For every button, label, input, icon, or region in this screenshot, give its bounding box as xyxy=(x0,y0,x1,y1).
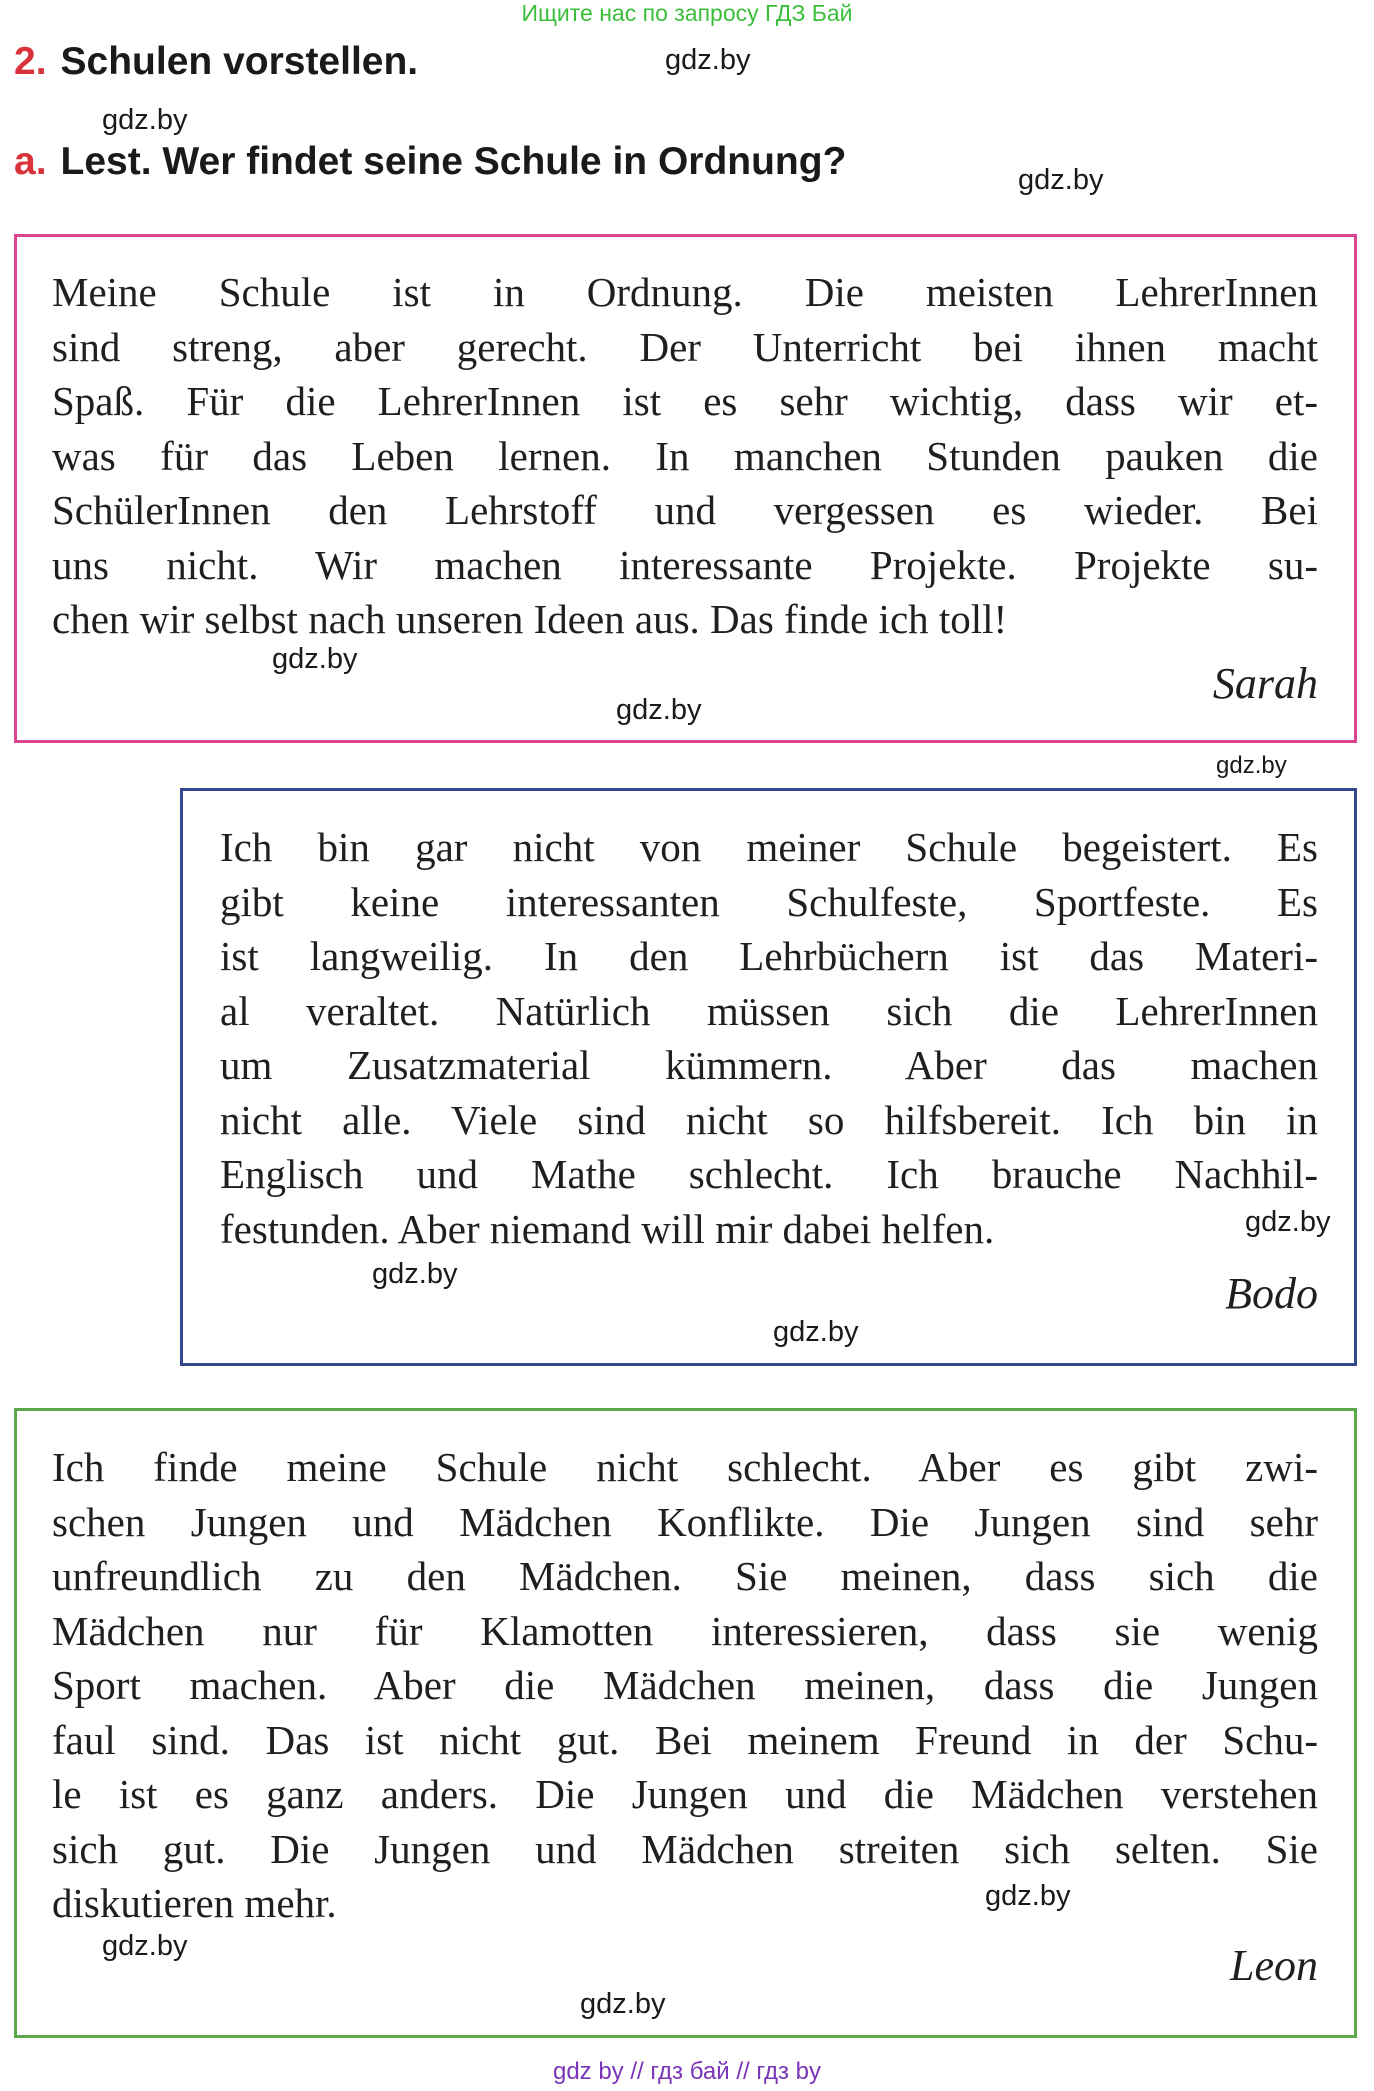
text-line: festunden. Aber niemand will mir dabei helfen. xyxy=(220,1205,995,1252)
text-leon xyxy=(52,1440,1318,1931)
text-line: ist langweilig. In den Lehrbüchern ist das Materi- xyxy=(220,933,1318,979)
watermark: gdz.by xyxy=(1245,1206,1331,1238)
text-line: sind streng, aber gerecht. Der Unterricht bei ihnen macht xyxy=(52,323,1318,370)
watermark: gdz.by xyxy=(665,44,751,76)
watermark: gdz.by xyxy=(102,104,188,136)
watermark: gdz.by xyxy=(372,1258,458,1290)
text-line: was für das Leben lernen. In manchen Stunden pauken die xyxy=(52,432,1318,479)
text-line: Spaß. Für die LehrerInnen ist es sehr wichtig, dass wir et- xyxy=(52,378,1318,424)
watermark: gdz.by xyxy=(985,1880,1071,1912)
author-sarah: Sarah xyxy=(1212,659,1318,708)
watermark: gdz.by xyxy=(773,1316,859,1348)
text-line: Meine Schule ist in Ordnung. Die meisten LehrerInnen xyxy=(52,269,1318,315)
watermark: gdz.by xyxy=(102,1930,188,1962)
text-line: nicht alle. Viele sind nicht so hilfsbereit. Ich bin in xyxy=(220,1096,1318,1143)
text-bodo xyxy=(220,820,1318,1256)
text-line: sich gut. Die Jungen und Mädchen streiten sich selten. Sie xyxy=(52,1825,1318,1872)
text-line: Englisch und Mathe schlecht. Ich brauche Nachhil- xyxy=(220,1151,1318,1197)
subtask-heading xyxy=(14,140,846,184)
text-line: unfreundlich zu den Mädchen. Sie meinen, dass sich die xyxy=(52,1553,1318,1599)
text-line: chen wir selbst nach unseren Ideen aus. Das finde ich toll! xyxy=(52,596,1008,642)
author-leon: Leon xyxy=(1230,1941,1318,1990)
footer-links: gdz by // гдз бай // гдз by xyxy=(552,2058,822,2085)
watermark: gdz.by xyxy=(1216,752,1287,779)
text-line: uns nicht. Wir machen interessante Projekte. Projekte su- xyxy=(52,541,1318,588)
text-line: le ist es ganz anders. Die Jungen und die Mädchen verstehen xyxy=(52,1771,1318,1817)
text-line: schen Jungen und Mädchen Konflikte. Die Jungen sind sehr xyxy=(52,1498,1318,1545)
watermark: gdz.by xyxy=(1018,164,1104,196)
author-bodo: Bodo xyxy=(1225,1269,1318,1318)
top-banner: Ищите нас по запросу ГДЗ Бай xyxy=(521,0,853,26)
watermark: gdz.by xyxy=(580,1988,666,2020)
text-line: Mädchen nur für Klamotten interessieren, dass sie wenig xyxy=(52,1607,1318,1654)
subtask-title: Lest. Wer findet seine Schule in Ordnung? xyxy=(60,140,847,183)
watermark: gdz.by xyxy=(272,643,358,675)
text-line: Sport machen. Aber die Mädchen meinen, dass die Jungen xyxy=(52,1662,1318,1708)
task-title: Schulen vorstellen. xyxy=(60,40,419,83)
text-line: faul sind. Das ist nicht gut. Bei meinem Freund in der Schu- xyxy=(52,1716,1318,1763)
text-line: Ich finde meine Schule nicht schlecht. Aber es gibt zwi- xyxy=(52,1444,1318,1490)
task-number: 2. xyxy=(14,40,47,83)
text-line: gibt keine interessanten Schulfeste, Sportfeste. Es xyxy=(220,878,1318,925)
text-line: Ich bin gar nicht von meiner Schule begeistert. Es xyxy=(220,824,1318,870)
task-heading xyxy=(14,40,418,84)
text-line: SchülerInnen den Lehrstoff und vergessen es wieder. Bei xyxy=(52,487,1318,533)
subtask-letter: a. xyxy=(14,140,47,183)
text-line: diskutieren mehr. xyxy=(52,1880,337,1926)
text-line: um Zusatzmaterial kümmern. Aber das machen xyxy=(220,1042,1318,1088)
text-sarah xyxy=(52,265,1318,647)
watermark: gdz.by xyxy=(616,694,702,726)
text-line: al veraltet. Natürlich müssen sich die LehrerInnen xyxy=(220,987,1318,1034)
